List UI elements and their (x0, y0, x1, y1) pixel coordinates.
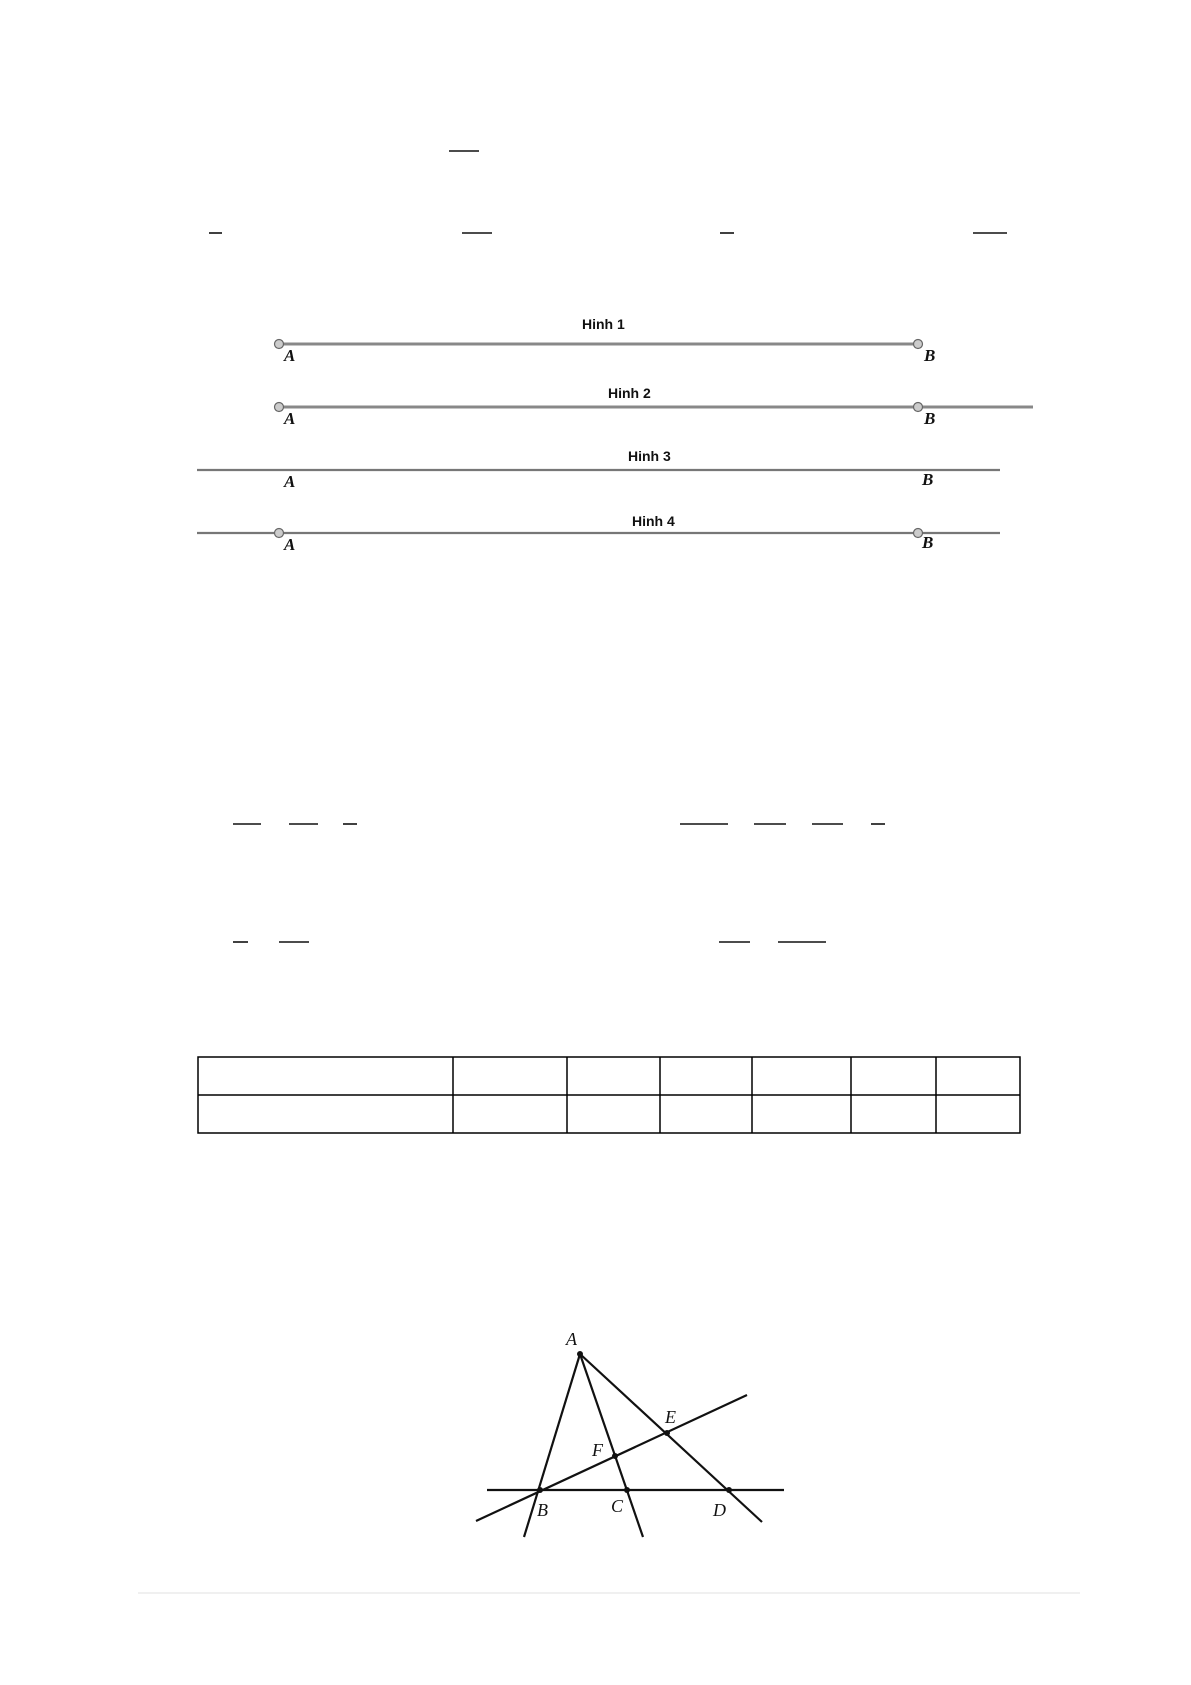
label-b: B (922, 533, 934, 552)
figure-hinh-3 (197, 448, 1000, 491)
figure-triangle (476, 1354, 784, 1537)
point-a (275, 529, 284, 538)
point-e (664, 1430, 670, 1436)
point-a (275, 340, 284, 349)
triangle-points (537, 1351, 732, 1493)
label-f: F (592, 1440, 603, 1460)
point-a (275, 403, 284, 412)
figure-title: Hinh 3 (628, 448, 671, 464)
label-e: E (665, 1407, 676, 1427)
figure-title: Hinh 4 (632, 513, 675, 529)
point-a (577, 1351, 583, 1357)
figure-hinh-1 (275, 316, 936, 365)
label-a: A (284, 346, 296, 365)
label-a: A (284, 472, 296, 491)
fraction-bars (209, 151, 1007, 942)
point-b (914, 403, 923, 412)
point-b (914, 340, 923, 349)
label-b: B (924, 409, 936, 428)
label-b: B (922, 470, 934, 489)
label-b: B (537, 1500, 548, 1520)
triangle-labels (537, 1329, 726, 1520)
figure-title: Hinh 1 (582, 316, 625, 332)
label-a: A (284, 409, 296, 428)
label-b: B (924, 346, 936, 365)
answer-table (198, 1057, 1020, 1133)
line-ab (524, 1354, 580, 1537)
figure-title: Hinh 2 (608, 385, 651, 401)
label-c: C (611, 1496, 624, 1516)
figure-hinh-4 (197, 513, 1000, 554)
point-d (726, 1487, 732, 1493)
line-ad (580, 1354, 762, 1522)
point-c (624, 1487, 630, 1493)
label-a: A (566, 1329, 577, 1349)
point-b (537, 1487, 543, 1493)
label-d: D (713, 1500, 726, 1520)
label-a: A (284, 535, 296, 554)
point-f (612, 1453, 618, 1459)
figure-hinh-2 (275, 385, 1034, 428)
